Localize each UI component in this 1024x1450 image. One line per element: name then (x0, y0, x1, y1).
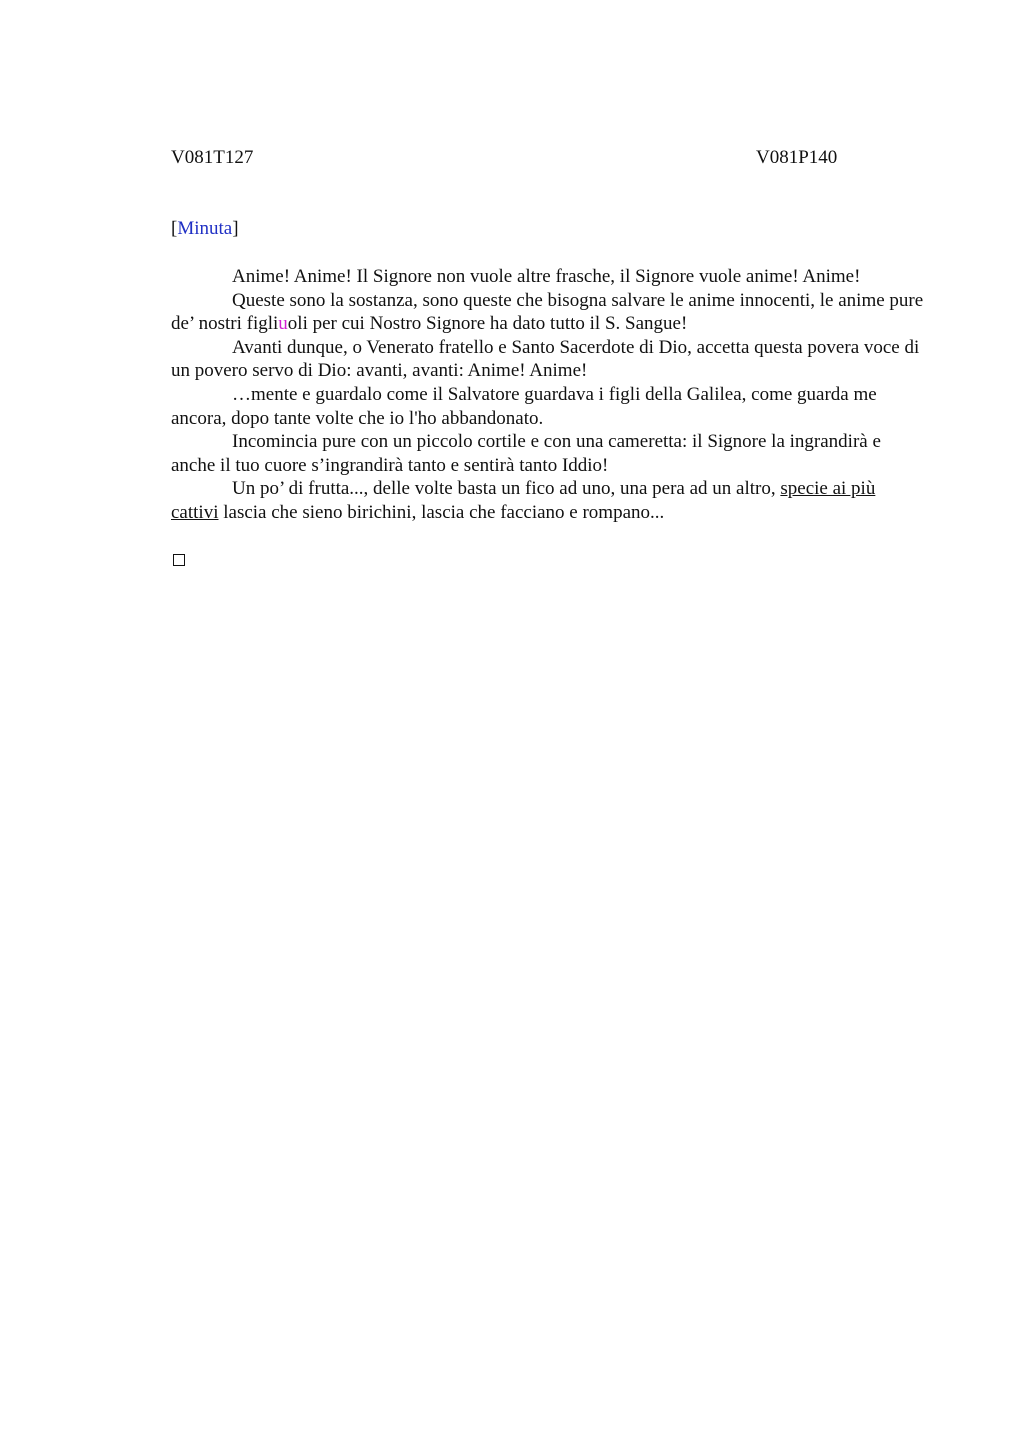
minuta-label (171, 217, 239, 241)
highlighted-letter: u (278, 313, 288, 335)
paragraph-1: Anime! Anime! Il Signore non vuole altre frasche, il Signore vuole anime! Anime! (232, 266, 861, 287)
paragraph-3: Avanti dunque, o Venerato fratello e Santo Sacerdote di Dio, accetta questa povera voce di un povero servo di Dio: avanti, avanti: Anime! Anime! (171, 336, 920, 382)
header-right-code: V081P140 (756, 147, 838, 168)
paragraph-2-text-start: Queste sono la sostanza, sono queste che bisogna salvare le anime innocenti, le anime pure de’ nostri figli (171, 289, 924, 335)
paragraph-6 (171, 477, 927, 524)
header-left-code: V081T127 (171, 147, 254, 168)
paragraph-2 (171, 289, 927, 336)
letter-body (171, 265, 927, 525)
label-close-bracket: ] (232, 218, 239, 239)
paragraph-6-text-start: Un po’ di frutta..., delle volte basta un fico ad uno, una pera ad un altro, (232, 478, 781, 500)
paragraph-2-text-end: oli per cui Nostro Signore ha dato tutto il S. Sangue! (287, 313, 688, 335)
paragraph-6-text-end: lascia che sieno birichini, lascia che facciano e rompano... (218, 501, 665, 523)
label-word: Minuta (177, 218, 233, 239)
checkbox-square-icon (173, 554, 185, 566)
paragraph-5: Incomincia pure con un piccolo cortile e con una cameretta: il Signore la ingrandirà e anche il tuo cuore s’ingrandirà tanto e sentirà tanto Iddio! (171, 431, 881, 476)
label-open-bracket: [ (171, 218, 178, 239)
underlined-phrase: specie ai più cattivi (171, 478, 876, 523)
paragraph-4: …mente e guardalo come il Salvatore guardava i figli della Galilea, come guarda me ancora, dopo tante volte che io l'ho abbandonato. (171, 383, 877, 429)
